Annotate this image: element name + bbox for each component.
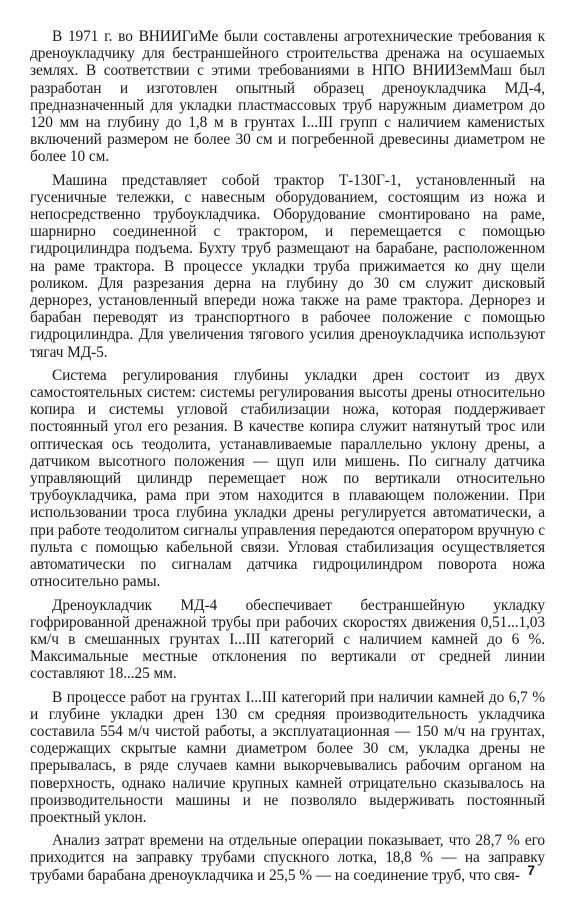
paragraph-4: Дреноукладчик МД-4 обеспечивает бестраншейную укладку гофрированной дренажной трубы при рабочих скоростях движения 0,51...1,03 км/ч в смешанных грунтах I...III категорий с наличием камней до 6 %. Максимальные местные отклонения по вертикали от средней линии составляют 18...25 мм. bbox=[30, 596, 545, 683]
paragraph-5: В процессе работ на грунтах I...III категорий при наличии камней до 6,7 % и глубине укладки дрен 130 см средняя производительность укладчика составила 554 м/ч чистой работы, а эксплуатационная — 150 м/ч на грунтах, содержащих скрытые камни диаметром более 30 см, укладка дрены не прерывалась, в ряде случаев камни выкорчевывались рабочим органом на поверхность, однако наличие крупных камней отрицательно сказывалось на производительности машины и не позволяло выдерживать постоянный проектный уклон. bbox=[30, 688, 545, 826]
paragraph-2: Машина представляет собой трактор Т-130Г-1, установленный на гусеничные тележки, с навесным оборудованием, состоящим из ножа и непосредственно трубоукладчика. Оборудование смонтировано на раме, шарнирно соединенной с трактором, и перемещается с помощью гидроцилиндра подъема. Бухту труб размещают на барабане, расположенном на раме трактора. В процессе укладки труба прижимается ко дну щели роликом. Для разрезания дерна на глубину до 30 см служит дисковый дернорез, установленный впереди ножа также на раме трактора. Дернорез и барабан переводят из транспортного в рабочее положение с помощью гидроцилиндра. Для увеличения тягового усилия дреноукладчика используют тягач МД-5. bbox=[30, 171, 545, 361]
page-number: 7 bbox=[527, 862, 535, 878]
paragraph-1: В 1971 г. во ВНИИГиМе были составлены агротехнические требования к дреноукладчику для бестраншейного строительства дренажа на осушаемых землях. В соответствии с этими требованиями в НПО ВНИИЗемМаш был разработан и изготовлен опытный образец дреноукладчика МД-4, предназначенный для укладки пластмассовых труб наружным диаметром до 120 мм на глубину до 1,8 м в грунтах I...III групп с наличием каменистых включений размером не более 30 см и погребенной древесины диаметром не более 10 см. bbox=[30, 28, 545, 166]
page-body bbox=[30, 28, 545, 890]
paragraph-6: Анализ затрат времени на отдельные операции показывает, что 28,7 % его приходится на заправку трубами спускного лотка, 18,8 % — на заправку трубами барабана дреноукладчика и 25,5 % — на соединение труб, что свя- bbox=[30, 832, 545, 884]
paragraph-3: Система регулирования глубины укладки дрен состоит из двух самостоятельных систем: системы регулирования высоты дрены относительно копира и системы угловой стабилизации ножа, которая поддерживает постоянный угол его резания. В качестве копира служит натянутый трос или оптическая ось теодолита, устанавливаемые параллельно уклону дрены, а датчиком высотного положения — щуп или мишень. По сигналу датчика управляющий цилиндр перемещает нож по вертикали относительно трубоукладчика, рама при этом находится в плавающем положении. При использовании троса глубина укладки дрены регулируется автоматически, а при работе теодолитом сигналы управления передаются оператором вручную с пульта с помощью кабельной связи. Угловая стабилизация осуществляется автоматически по сигналам датчика гидроцилиндром поворота ножа относительно рамы. bbox=[30, 366, 545, 591]
